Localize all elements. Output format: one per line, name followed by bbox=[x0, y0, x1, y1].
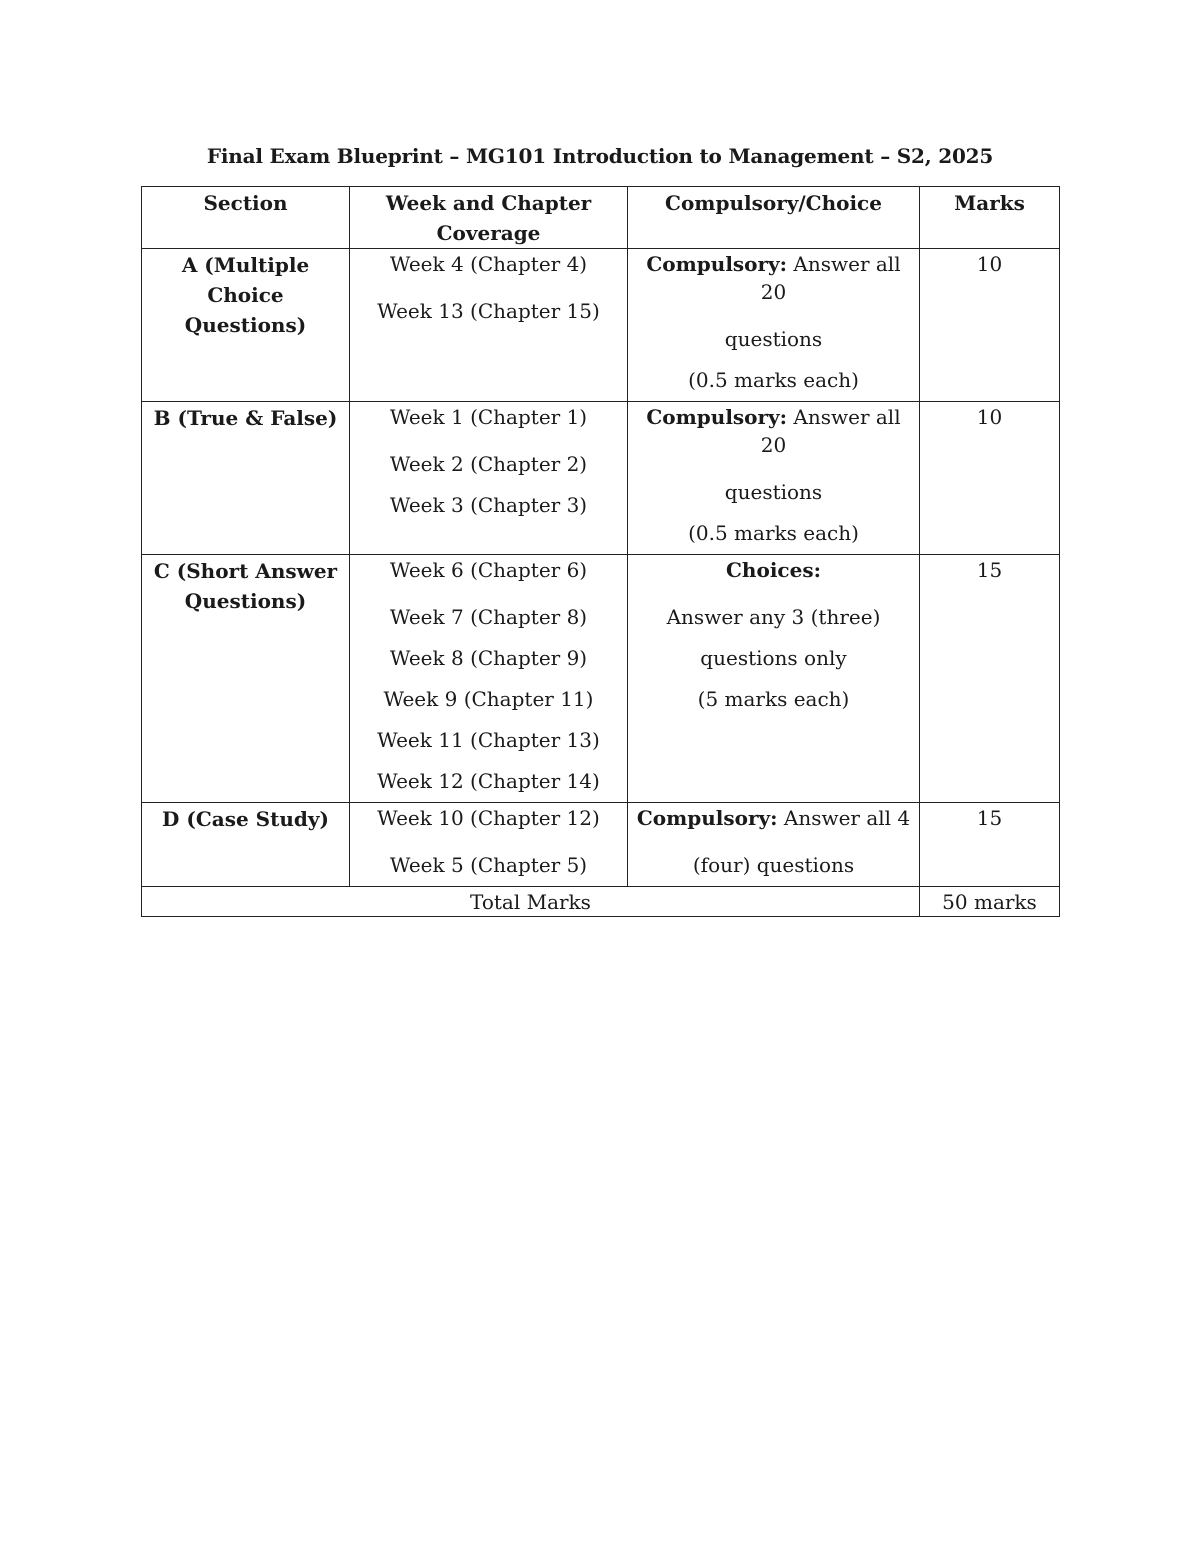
column-header-section: Section bbox=[142, 187, 350, 249]
coverage-item: Week 9 (Chapter 11) bbox=[383, 687, 594, 711]
section-label: A (Multiple Choice Questions) bbox=[181, 253, 310, 337]
coverage-item: Week 6 (Chapter 6) bbox=[389, 558, 588, 582]
choice-cell bbox=[628, 803, 920, 887]
marks-cell bbox=[920, 402, 1060, 555]
coverage-item: Week 13 (Chapter 15) bbox=[377, 299, 600, 323]
marks-cell bbox=[920, 555, 1060, 803]
column-header-coverage: Week and Chapter Coverage bbox=[350, 187, 628, 249]
choice-line: questions bbox=[724, 480, 823, 504]
choice-line bbox=[632, 250, 915, 306]
coverage-item: Week 7 (Chapter 8) bbox=[389, 605, 588, 629]
choice-lead: Compulsory: bbox=[646, 252, 788, 276]
choice-lead: Choices: bbox=[726, 558, 821, 582]
section-label: C (Short Answer Questions) bbox=[153, 559, 338, 613]
choice-line: questions only bbox=[700, 646, 847, 670]
section-label: B (True & False) bbox=[153, 406, 338, 430]
exam-blueprint-table bbox=[141, 186, 1060, 917]
choice-text: Answer all 4 bbox=[783, 806, 911, 830]
choice-line: (0.5 marks each) bbox=[688, 521, 859, 545]
column-header-choice: Compulsory/Choice bbox=[628, 187, 920, 249]
section-label: D (Case Study) bbox=[162, 807, 329, 831]
coverage-item: Week 3 (Chapter 3) bbox=[389, 493, 588, 517]
column-header-marks: Marks bbox=[920, 187, 1060, 249]
choice-line: Answer any 3 (three) bbox=[666, 605, 881, 629]
marks-value: 10 bbox=[976, 405, 1003, 429]
choice-line: questions bbox=[724, 327, 823, 351]
marks-value: 15 bbox=[976, 558, 1003, 582]
coverage-cell bbox=[350, 249, 628, 402]
coverage-cell bbox=[350, 803, 628, 887]
choice-line: (5 marks each) bbox=[697, 687, 850, 711]
choice-text: Answer all 20 bbox=[760, 405, 901, 457]
table-row bbox=[142, 402, 1060, 555]
coverage-item: Week 10 (Chapter 12) bbox=[377, 806, 600, 830]
table-row bbox=[142, 803, 1060, 887]
coverage-item: Week 12 (Chapter 14) bbox=[377, 769, 600, 793]
total-row bbox=[142, 887, 1060, 917]
page-title: Final Exam Blueprint – MG101 Introduction to Management – S2, 2025 bbox=[206, 144, 994, 168]
section-cell bbox=[142, 555, 350, 803]
choice-line: (four) questions bbox=[692, 853, 855, 877]
choice-cell bbox=[628, 402, 920, 555]
total-value: 50 marks bbox=[920, 887, 1060, 917]
choice-line bbox=[632, 804, 915, 832]
section-cell bbox=[142, 402, 350, 555]
section-cell bbox=[142, 803, 350, 887]
marks-value: 10 bbox=[976, 252, 1003, 276]
coverage-item: Week 4 (Chapter 4) bbox=[389, 252, 588, 276]
table-header-row bbox=[142, 187, 1060, 249]
coverage-item: Week 11 (Chapter 13) bbox=[377, 728, 600, 752]
choice-lead: Compulsory: bbox=[646, 405, 788, 429]
coverage-item: Week 5 (Chapter 5) bbox=[389, 853, 588, 877]
marks-cell bbox=[920, 249, 1060, 402]
table-row bbox=[142, 555, 1060, 803]
table-row bbox=[142, 249, 1060, 402]
coverage-cell bbox=[350, 402, 628, 555]
choice-cell bbox=[628, 249, 920, 402]
coverage-item: Week 2 (Chapter 2) bbox=[389, 452, 588, 476]
coverage-item: Week 8 (Chapter 9) bbox=[389, 646, 588, 670]
choice-text: Answer all 20 bbox=[760, 252, 901, 304]
choice-lead: Compulsory: bbox=[636, 806, 778, 830]
total-label: Total Marks bbox=[142, 887, 920, 917]
choice-cell bbox=[628, 555, 920, 803]
coverage-item: Week 1 (Chapter 1) bbox=[389, 405, 588, 429]
choice-line: (0.5 marks each) bbox=[688, 368, 859, 392]
choice-line bbox=[632, 403, 915, 459]
section-cell bbox=[142, 249, 350, 402]
marks-cell bbox=[920, 803, 1060, 887]
coverage-cell bbox=[350, 555, 628, 803]
marks-value: 15 bbox=[976, 806, 1003, 830]
